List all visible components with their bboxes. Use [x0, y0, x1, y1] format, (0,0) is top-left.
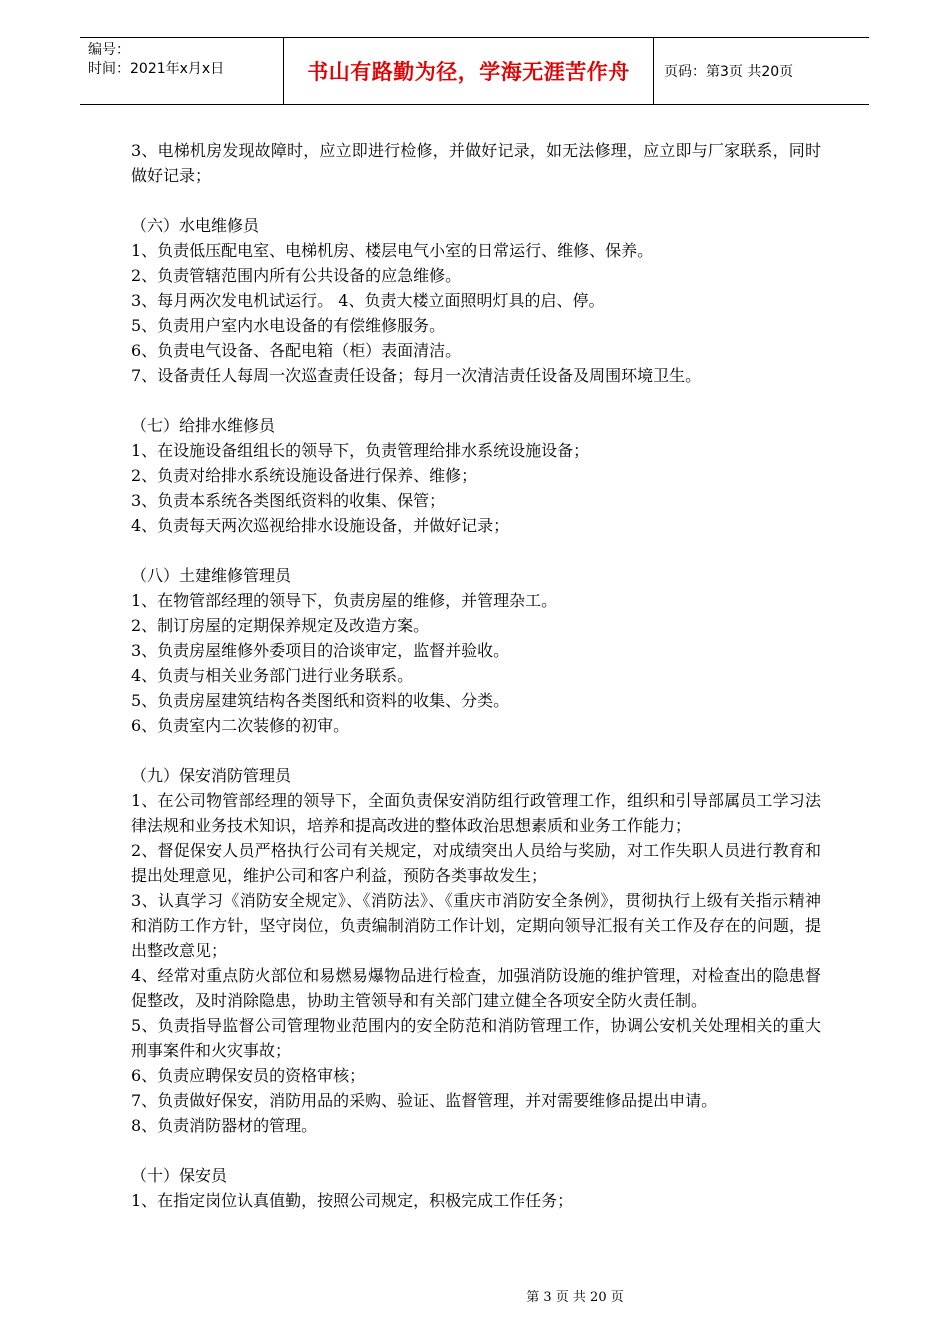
page-footer: 第 3 页 共 20 页 — [526, 1290, 624, 1305]
document-number-label: 编号： — [88, 42, 130, 58]
list-item: 1、在设施设备组组长的领导下，负责管理给排水系统设施设备； — [131, 441, 590, 460]
document-body — [131, 138, 821, 1213]
list-item: 5、负责用户室内水电设备的有偿维修服务。 — [131, 316, 446, 335]
header-meta — [80, 38, 284, 104]
list-item: 7、设备责任人每周一次巡查责任设备；每月一次清洁责任设备及周围环境卫生。 — [131, 366, 702, 385]
page-header — [80, 37, 869, 105]
section-title: （八）土建维修管理员 — [131, 566, 292, 585]
list-item: 2、负责管辖范围内所有公共设备的应急维修。 — [131, 266, 462, 285]
list-item: 6、负责室内二次装修的初审。 — [131, 716, 350, 735]
list-item: 3、负责本系统各类图纸资料的收集、保管； — [131, 491, 446, 510]
list-item: 3、每月两次发电机试运行。 4、负责大楼立面照明灯具的启、停。 — [131, 291, 605, 310]
list-item: 4、负责每天两次巡视给排水设施设备，并做好记录； — [131, 516, 510, 535]
list-item: 1、负责低压配电室、电梯机房、楼层电气小室的日常运行、维修、保养。 — [131, 241, 654, 260]
list-item: 4、经常对重点防火部位和易燃易爆物品进行检查，加强消防设施的维护管理，对检查出的隐患督促整改，及时消除隐患，协助主管领导和有关部门建立健全各项安全防火责任制。 — [131, 966, 821, 1010]
section-title: （六）水电维修员 — [131, 216, 260, 235]
list-item: 8、负责消防器材的管理。 — [131, 1116, 318, 1135]
list-item: 6、负责电气设备、各配电箱（柜）表面清洁。 — [131, 341, 462, 360]
list-item: 5、负责房屋建筑结构各类图纸和资料的收集、分类。 — [131, 691, 510, 710]
list-item: 6、负责应聘保安员的资格审核； — [131, 1066, 366, 1085]
intro-paragraph: 3、电梯机房发现故障时，应立即进行检修，并做好记录，如无法修理，应立即与厂家联系，同时做好记录； — [131, 141, 821, 185]
section-title: （十）保安员 — [131, 1166, 228, 1185]
list-item: 5、负责指导监督公司管理物业范围内的安全防范和消防管理工作，协调公安机关处理相关的重大刑事案件和火灾事故； — [131, 1016, 821, 1060]
section-title: （七）给排水维修员 — [131, 416, 276, 435]
section-title: （九）保安消防管理员 — [131, 766, 292, 785]
list-item: 2、制订房屋的定期保养规定及改造方案。 — [131, 616, 430, 635]
header-motto: 书山有路勤为径，学海无涯苦作舟 — [307, 60, 630, 84]
list-item: 1、在物管部经理的领导下，负责房屋的维修，并管理杂工。 — [131, 591, 558, 610]
document-date: 时间：2021年x月x日 — [88, 61, 225, 77]
list-item: 3、负责房屋维修外委项目的洽谈审定，监督并验收。 — [131, 641, 510, 660]
header-motto-cell — [284, 38, 654, 104]
list-item: 7、负责做好保安，消防用品的采购、验证、监督管理，并对需要维修品提出申请。 — [131, 1091, 718, 1110]
header-page-info: 页码：第3页 共20页 — [664, 64, 794, 80]
list-item: 1、在公司物管部经理的领导下，全面负责保安消防组行政管理工作，组织和引导部属员工学习法律法规和业务技术知识，培养和提高改进的整体政治思想素质和业务工作能力； — [131, 791, 821, 835]
list-item: 3、认真学习《消防安全规定》、《消防法》、《重庆市消防安全条例》，贯彻执行上级有关指示精神和消防工作方针，坚守岗位，负责编制消防工作计划，定期向领导汇报有关工作及存在的问题，提出整改意见； — [131, 891, 821, 960]
list-item: 1、在指定岗位认真值勤，按照公司规定，积极完成工作任务； — [131, 1191, 574, 1210]
list-item: 4、负责与相关业务部门进行业务联系。 — [131, 666, 414, 685]
header-page-info-cell — [654, 38, 869, 104]
list-item: 2、督促保安人员严格执行公司有关规定，对成绩突出人员给与奖励，对工作失职人员进行教育和提出处理意见，维护公司和客户利益，预防各类事故发生； — [131, 841, 821, 885]
list-item: 2、负责对给排水系统设施设备进行保养、维修； — [131, 466, 478, 485]
